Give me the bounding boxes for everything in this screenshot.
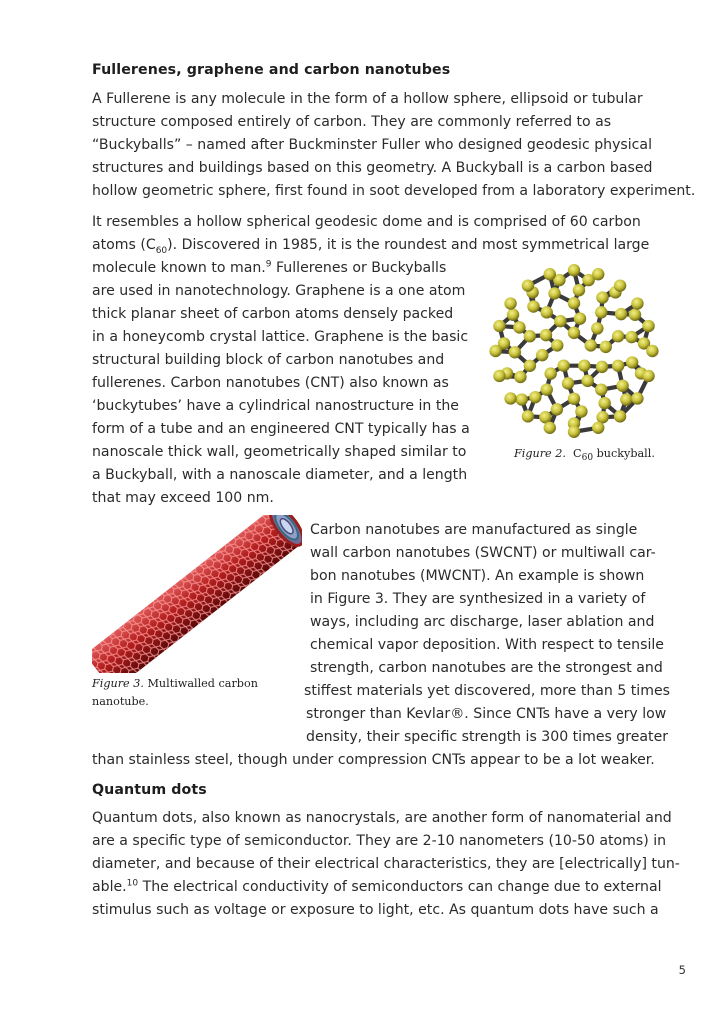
buckyball-atom — [524, 360, 536, 372]
buckyball-atom — [551, 339, 563, 351]
buckyball-atom — [513, 321, 525, 333]
nanotube-figure — [92, 515, 302, 673]
buckyball-atom — [592, 422, 604, 434]
buckyball-atom — [509, 346, 521, 358]
paragraph-line: hollow geometric sphere, first found in soot developed from a laboratory experiment. — [92, 183, 696, 199]
paragraph-line: chemical vapor deposition. With respect to tensile — [310, 637, 664, 653]
buckyball-atom — [612, 330, 624, 342]
buckyball-atom — [573, 284, 585, 296]
buckyball-figure — [488, 262, 660, 440]
buckyball-atom — [646, 345, 658, 357]
buckyball-atom — [574, 312, 586, 324]
paragraph-line: able.$^{10}$ The electrical conductivity of semiconductors can change due to external — [92, 878, 662, 895]
buckyball-atom — [614, 410, 626, 422]
buckyball-atom — [489, 345, 501, 357]
buckyball-atom — [514, 371, 526, 383]
buckyball-atom — [592, 268, 604, 280]
paragraph-line: atoms $(C_{60})$. Discovered in 1985, it is the roundest and most symmetrical large — [92, 237, 650, 256]
paragraph-line: structural building block of carbon nanotubes and — [92, 352, 445, 368]
buckyball-atom — [568, 426, 580, 438]
paragraph-line: stiffest materials yet discovered, more than 5 times — [304, 683, 670, 699]
paragraph-line: “Buckyballs” – named after Buckminster Fuller who designed geodesic physical — [92, 137, 652, 153]
paragraph-line: molecule known to man.$^9$ Fullerenes or Buckyballs — [92, 259, 447, 276]
buckyball-atom — [578, 359, 590, 371]
buckyball-atom — [626, 356, 638, 368]
buckyball-atom — [568, 327, 580, 339]
paragraph-line: diameter, and because of their electrical characteristics, they are [electrically] tun- — [92, 856, 680, 872]
buckyball-atom — [600, 341, 612, 353]
paragraph-line: wall carbon nanotubes (SWCNT) or multiwall car- — [310, 545, 656, 561]
paragraph-line: density, their specific strength is 300 times greater — [306, 729, 669, 745]
buckyball-atom — [557, 359, 569, 371]
buckyball-atom — [522, 410, 534, 422]
paragraph-line: are a specific type of semiconductor. They are 2-10 nanometers (10-50 atoms) in — [92, 833, 667, 849]
buckyball-atom — [591, 322, 603, 334]
paragraph-line: structure composed entirely of carbon. They are commonly referred to as — [92, 114, 612, 130]
paragraph-line: in a honeycomb crystal lattice. Graphene is the basic — [92, 329, 469, 345]
paragraph-line: Carbon nanotubes are manufactured as single — [310, 522, 638, 538]
paragraph-line: A Fullerene is any molecule in the form of a hollow sphere, ellipsoid or tubular — [92, 91, 643, 107]
buckyball-atom — [615, 308, 627, 320]
paragraph-line: than stainless steel, though under compression CNTs appear to be a lot weaker. — [92, 752, 655, 768]
paragraph-line: ways, including arc discharge, laser ablation and — [310, 614, 655, 630]
paragraph-line: Quantum dots, also known as nanocrystals, are another form of nanomaterial and — [92, 810, 672, 826]
buckyball-atom — [596, 411, 608, 423]
paragraph-line: fullerenes. Carbon nanotubes (CNT) also known as — [92, 375, 449, 391]
buckyball-atom — [544, 422, 556, 434]
paragraph-line: structures and buildings based on this geometry. A Buckyball is a carbon based — [92, 160, 653, 176]
paragraph-line: ‘buckytubes’ have a cylindrical nanostructure in the — [92, 398, 459, 414]
buckyball-atom — [575, 405, 587, 417]
buckyball-atom — [568, 264, 580, 276]
buckyball-atom — [536, 349, 548, 361]
buckyball-atom — [612, 360, 624, 372]
buckyball-atom — [598, 397, 610, 409]
buckyball-atom — [504, 392, 516, 404]
buckyball-atom — [540, 329, 552, 341]
buckyball-atom — [524, 330, 536, 342]
buckyball-atom — [585, 339, 597, 351]
paragraph-line: form of a tube and an engineered CNT typically has a — [92, 421, 470, 437]
buckyball-atom — [529, 391, 541, 403]
figure-3-caption-line2: nanotube. — [92, 695, 149, 708]
buckyball-atom — [562, 377, 574, 389]
buckyball-atom — [629, 309, 641, 321]
buckyball-atom — [493, 370, 505, 382]
buckyball-atom — [551, 403, 563, 415]
buckyball-atom — [554, 315, 566, 327]
paragraph-line: are used in nanotechnology. Graphene is a one atom — [92, 283, 466, 299]
buckyball-atom — [616, 380, 628, 392]
buckyball-atom — [544, 367, 556, 379]
buckyball-atom — [541, 306, 553, 318]
buckyball-atom — [625, 331, 637, 343]
paragraph-line: bon nanotubes (MWCNT). An example is shown — [310, 568, 645, 584]
buckyball-atom — [596, 361, 608, 373]
figure-2-caption: Figure 2. $C_{60}$ buckyball. — [514, 447, 655, 464]
paragraph-line: a Buckyball, with a nanoscale diameter, and a length — [92, 467, 468, 483]
paragraph-line: It resembles a hollow spherical geodesic dome and is comprised of 60 carbon — [92, 214, 641, 230]
buckyball-atom — [507, 309, 519, 321]
buckyball-atom — [631, 392, 643, 404]
buckyball-atom — [614, 279, 626, 291]
buckyball-atom — [642, 320, 654, 332]
buckyball-atom — [568, 297, 580, 309]
buckyball-atom — [515, 393, 527, 405]
paragraph-line: stronger than Kevlar®. Since CNTs have a very low — [306, 706, 667, 722]
section-heading-quantum-dots: Quantum dots — [92, 782, 207, 798]
buckyball-atom — [595, 306, 607, 318]
buckyball-atom — [620, 393, 632, 405]
paragraph-line: thick planar sheet of carbon atoms densely packed — [92, 306, 454, 322]
buckyball-atom — [581, 375, 593, 387]
figure-3-caption: Figure 3. Multiwalled carbon — [92, 677, 258, 690]
paragraph-line: stimulus such as voltage or exposure to light, etc. As quantum dots have such a — [92, 902, 659, 918]
paragraph-line: nanoscale thick wall, geometrically shaped similar to — [92, 444, 467, 460]
buckyball-atom — [539, 411, 551, 423]
buckyball-atom — [631, 297, 643, 309]
paragraph-line: in Figure 3. They are synthesized in a variety of — [310, 591, 646, 607]
page-number: 5 — [678, 963, 686, 977]
buckyball-atom — [544, 268, 556, 280]
buckyball-atom — [595, 383, 607, 395]
buckyball-atom — [548, 287, 560, 299]
paragraph-line: that may exceed 100 nm. — [92, 490, 274, 506]
buckyball-atom — [527, 300, 539, 312]
buckyball-atom — [596, 291, 608, 303]
buckyball-atom — [568, 393, 580, 405]
paragraph-line: strength, carbon nanotubes are the strongest and — [310, 660, 663, 676]
buckyball-atom — [493, 320, 505, 332]
buckyball-atom — [504, 297, 516, 309]
buckyball-atom — [522, 279, 534, 291]
buckyball-atom — [642, 370, 654, 382]
buckyball-atom — [541, 383, 553, 395]
section-heading-fullerenes: Fullerenes, graphene and carbon nanotubes — [92, 62, 451, 78]
